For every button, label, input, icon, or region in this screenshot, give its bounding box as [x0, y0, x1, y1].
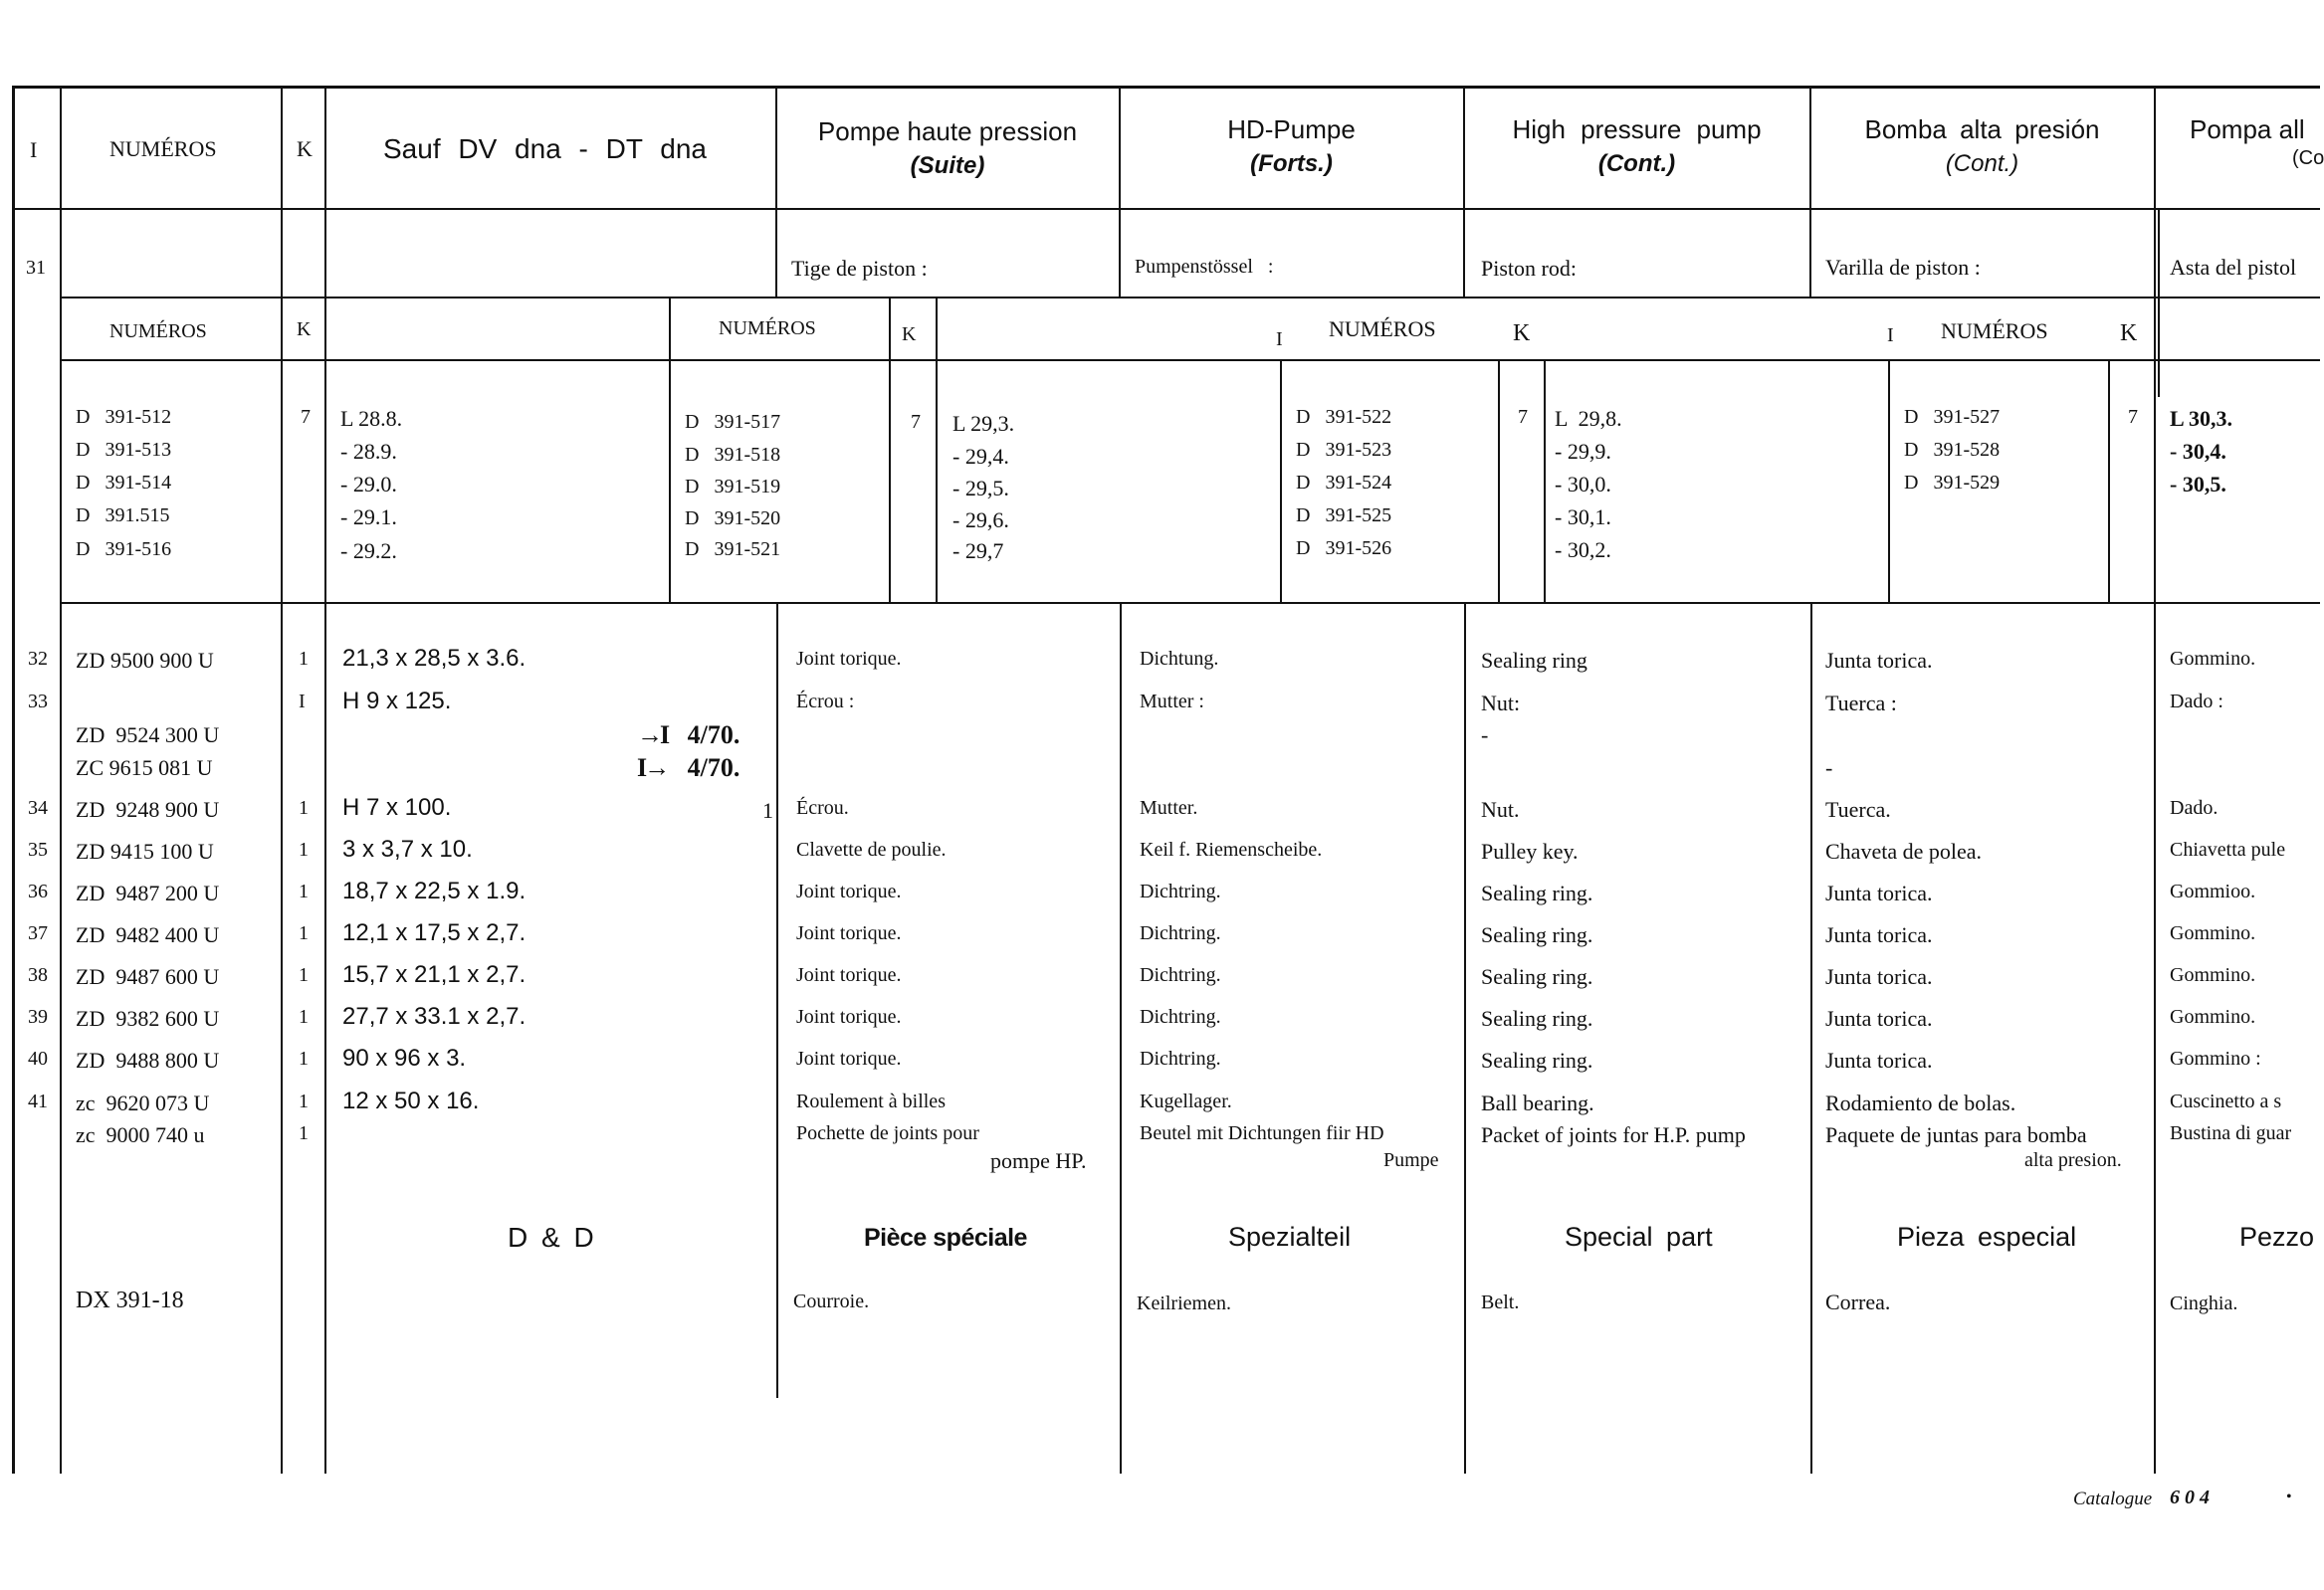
label-de: Keil f. Riemenscheibe.: [1140, 839, 1323, 861]
piston-length: - 29.2.: [340, 538, 397, 563]
part-number: ZD 9248 900 U: [76, 797, 220, 822]
piston-k: 7: [2128, 406, 2138, 428]
label-es: Junta torica.: [1825, 964, 1933, 989]
piston-part-number: D 391-529: [1904, 472, 2001, 494]
piston-part-number: D 391-523: [1296, 439, 1392, 461]
label-fr: Clavette de poulie.: [796, 839, 947, 861]
row31-it: Asta del pistol: [2170, 255, 2297, 280]
label-fr: Joint torique.: [796, 648, 902, 670]
label-fr: Joint torique.: [796, 1006, 902, 1028]
belt-it: Cinghia.: [2170, 1292, 2238, 1314]
row-k: 1: [299, 648, 309, 670]
belt-num: DX 391-18: [76, 1288, 184, 1313]
row-index: 33: [28, 691, 48, 712]
label-en: Nut.: [1481, 797, 1520, 822]
row31-index: 31: [26, 257, 46, 279]
header-numeros: NUMÉROS: [109, 136, 217, 161]
piston-part-number: D 391-518: [685, 444, 781, 466]
subheader-mark-1: I: [1276, 328, 1283, 350]
piston-length: L 28.8.: [340, 406, 403, 431]
header-fr: Pompe haute pression (Suite): [817, 116, 1078, 179]
label-it: Gommino.: [2170, 922, 2256, 944]
piston-k: 7: [911, 411, 921, 433]
footer-number: 6 0 4: [2170, 1487, 2210, 1508]
label-es: Tuerca.: [1825, 797, 1891, 822]
piston-part-number: D 391-516: [76, 538, 172, 560]
special-es: Pieza especial: [1897, 1222, 2077, 1252]
label-es: Junta torica.: [1825, 1006, 1933, 1031]
belt-es: Correa.: [1825, 1290, 1891, 1314]
dimension: 27,7 x 33.1 x 2,7.: [342, 1003, 527, 1030]
dimension: H 9 x 125.: [342, 688, 452, 714]
label-en: Pulley key.: [1481, 839, 1579, 864]
piston-length: L 30,3.: [2170, 406, 2232, 431]
label-de: Dichtung.: [1140, 648, 1219, 670]
label-en: Sealing ring.: [1481, 922, 1593, 947]
label-es: -: [1825, 755, 1833, 780]
part-number: ZD 9500 900 U: [76, 648, 214, 673]
label-de: Dichtring.: [1140, 964, 1221, 986]
row31-fr: Tige de piston :: [791, 256, 928, 281]
part-number: ZC 9615 081 U: [76, 755, 213, 780]
label-es: Tuerca :: [1825, 691, 1897, 715]
label-it: Gommino.: [2170, 1006, 2256, 1028]
row41-cont-de: Pumpe: [1383, 1149, 1439, 1171]
row-k: 1: [299, 922, 309, 944]
label-es: Paquete de juntas para bomba: [1825, 1122, 2087, 1147]
piston-part-number: D 391-520: [685, 507, 781, 529]
piston-part-number: D 391-522: [1296, 406, 1392, 428]
row-k: 1: [299, 1048, 309, 1070]
row-k: I: [299, 691, 306, 712]
row41-cont-es: alta presion.: [2024, 1149, 2122, 1171]
belt-fr: Courroie.: [793, 1291, 870, 1312]
piston-part-number: D 391-525: [1296, 504, 1392, 526]
belt-de: Keilriemen.: [1137, 1292, 1231, 1314]
subheader-numeros-1: NUMÉROS: [109, 320, 207, 342]
part-number: ZD 9524 300 U: [76, 722, 220, 747]
label-fr: Joint torique.: [796, 1048, 902, 1070]
label-en: Sealing ring: [1481, 648, 1587, 673]
part-number: ZD 9488 800 U: [76, 1048, 220, 1073]
label-de: Dichtring.: [1140, 881, 1221, 902]
row-k: 1: [299, 881, 309, 902]
row-k: 1: [299, 839, 309, 861]
label-fr: Écrou.: [796, 797, 849, 819]
dimension: 3 x 3,7 x 10.: [342, 836, 473, 863]
supersession-1: →I 4/70.: [637, 720, 740, 749]
piston-length: - 30,1.: [1555, 504, 1611, 529]
special-de: Spezialteil: [1228, 1222, 1352, 1252]
piston-part-number: D 391-512: [76, 406, 172, 428]
dimension: 15,7 x 21,1 x 2,7.: [342, 961, 527, 988]
dimension: 21,3 x 28,5 x 3.6.: [342, 645, 527, 672]
piston-part-number: D 391-528: [1904, 439, 2001, 461]
label-de: Dichtring.: [1140, 1006, 1221, 1028]
piston-length: L 29,8.: [1555, 406, 1622, 431]
piston-length: - 29,5.: [952, 476, 1009, 500]
piston-length: - 30,4.: [2170, 439, 2226, 464]
label-fr: Écrou :: [796, 691, 855, 712]
footer-catalogue: Catalogue: [2073, 1489, 2153, 1509]
subheader-mark-2: I: [1887, 324, 1894, 346]
row-k: 1: [299, 1006, 309, 1028]
dimension: 12 x 50 x 16.: [342, 1088, 480, 1114]
row41-cont-fr: pompe HP.: [990, 1148, 1087, 1173]
arrow-start-icon: I→: [637, 753, 668, 782]
label-it: Gommino.: [2170, 964, 2256, 986]
row31-en: Piston rod:: [1481, 256, 1577, 281]
piston-part-number: D 391-513: [76, 439, 172, 461]
piston-part-number: D 391-521: [685, 538, 781, 560]
label-en: Sealing ring.: [1481, 964, 1593, 989]
special-fr: Pièce spéciale: [864, 1224, 1027, 1252]
label-en: Nut:: [1481, 691, 1521, 715]
label-de: Dichtring.: [1140, 1048, 1221, 1070]
piston-length: L 29,3.: [952, 411, 1015, 436]
supersession-2: I→ 4/70.: [637, 753, 740, 782]
subheader-numeros-2: NUMÉROS: [719, 317, 816, 339]
label-fr: Roulement à billes: [796, 1091, 946, 1112]
row34-mark: 1: [762, 798, 773, 823]
label-es: Junta torica.: [1825, 1048, 1933, 1073]
piston-part-number: D 391-514: [76, 472, 172, 494]
label-de: Beutel mit Dichtungen fiir HD: [1140, 1122, 1384, 1144]
label-fr: Joint torique.: [796, 922, 902, 944]
piston-length: - 30,5.: [2170, 472, 2226, 497]
row-index: 38: [28, 964, 48, 986]
piston-length: - 30,2.: [1555, 537, 1611, 562]
piston-part-number: D 391-527: [1904, 406, 2001, 428]
header-description: Sauf DV dna - DT dna: [383, 133, 707, 164]
label-de: Dichtring.: [1140, 922, 1221, 944]
label-es: Junta torica.: [1825, 648, 1933, 673]
header-en: High pressure pump (Cont.): [1512, 114, 1762, 177]
label-en: Sealing ring.: [1481, 881, 1593, 905]
special-desc: D & D: [508, 1222, 594, 1253]
label-es: Chaveta de polea.: [1825, 839, 1982, 864]
label-it: Gommino :: [2170, 1048, 2261, 1070]
piston-length: - 30,0.: [1555, 472, 1611, 497]
label-de: Kugellager.: [1140, 1091, 1232, 1112]
label-de: Mutter.: [1140, 797, 1198, 819]
special-it: Pezzo: [2239, 1222, 2315, 1252]
header-index: I: [30, 137, 38, 162]
part-number: ZD 9482 400 U: [76, 922, 220, 947]
piston-part-number: D 391.515: [76, 504, 170, 526]
footer-dot: •: [2286, 1489, 2292, 1505]
piston-length: - 29.1.: [340, 504, 397, 529]
piston-part-number: D 391-517: [685, 411, 781, 433]
row-k: 1: [299, 1122, 309, 1144]
dimension: H 7 x 100.: [342, 794, 452, 821]
label-es: Junta torica.: [1825, 922, 1933, 947]
subheader-k-2: K: [902, 323, 917, 345]
header-es: Bomba alta presión (Cont.): [1864, 114, 2100, 177]
row-index: 35: [28, 839, 48, 861]
label-it: Gommino.: [2170, 648, 2256, 670]
header-k: K: [297, 136, 313, 161]
row31-es: Varilla de piston :: [1825, 255, 1981, 280]
subheader-k-3: K: [1513, 320, 1531, 346]
part-number: zc 9620 073 U: [76, 1091, 210, 1115]
label-en: Sealing ring.: [1481, 1006, 1593, 1031]
subheader-numeros-4: NUMÉROS: [1941, 318, 2048, 343]
piston-length: - 29,7: [952, 538, 1004, 563]
subheader-k-1: K: [297, 318, 312, 340]
row-k: 1: [299, 964, 309, 986]
dimension: 12,1 x 17,5 x 2,7.: [342, 919, 527, 946]
label-it: Chiavetta pule: [2170, 839, 2286, 861]
label-fr: Joint torique.: [796, 881, 902, 902]
label-en: Sealing ring.: [1481, 1048, 1593, 1073]
piston-length: - 28.9.: [340, 439, 397, 464]
arrow-stop-icon: →I: [637, 720, 668, 749]
header-it: Pompa all (Co: [2190, 114, 2324, 169]
label-es: Rodamiento de bolas.: [1825, 1091, 2016, 1115]
part-number: ZD 9487 600 U: [76, 964, 220, 989]
label-it: Dado.: [2170, 797, 2218, 819]
piston-length: - 29,6.: [952, 507, 1009, 532]
piston-length: - 29,4.: [952, 444, 1009, 469]
label-it: Gommioo.: [2170, 881, 2256, 902]
label-fr: Joint torique.: [796, 964, 902, 986]
special-en: Special part: [1565, 1222, 1713, 1252]
belt-en: Belt.: [1481, 1292, 1520, 1313]
row-index: 37: [28, 922, 48, 944]
piston-part-number: D 391-524: [1296, 472, 1392, 494]
label-it: Bustina di guar: [2170, 1122, 2292, 1144]
row31-de: Pumpenstössel :: [1135, 256, 1274, 278]
label-de: Mutter :: [1140, 691, 1204, 712]
piston-k: 7: [1518, 406, 1528, 428]
part-number: ZD 9382 600 U: [76, 1006, 220, 1031]
label-it: Dado :: [2170, 691, 2223, 712]
label-en: Ball bearing.: [1481, 1091, 1594, 1115]
piston-part-number: D 391-526: [1296, 537, 1392, 559]
piston-length: - 29.0.: [340, 472, 397, 497]
label-it: Cuscinetto a s: [2170, 1091, 2282, 1112]
label-fr: Pochette de joints pour: [796, 1122, 979, 1144]
row-index: 40: [28, 1048, 48, 1070]
piston-part-number: D 391-519: [685, 476, 781, 497]
part-number: ZD 9487 200 U: [76, 881, 220, 905]
row-k: 1: [299, 1091, 309, 1112]
row-index: 36: [28, 881, 48, 902]
dimension: 90 x 96 x 3.: [342, 1045, 467, 1072]
label-en: Packet of joints for H.P. pump: [1481, 1122, 1746, 1147]
header-de: HD-Pumpe (Forts.): [1227, 114, 1356, 177]
row-index: 34: [28, 797, 48, 819]
part-number: zc 9000 740 u: [76, 1122, 205, 1147]
piston-length: - 29,9.: [1555, 439, 1611, 464]
subheader-k-4: K: [2120, 320, 2138, 346]
label-es: Junta torica.: [1825, 881, 1933, 905]
dimension: 18,7 x 22,5 x 1.9.: [342, 878, 527, 904]
row-index: 39: [28, 1006, 48, 1028]
piston-k: 7: [301, 406, 311, 428]
subheader-numeros-3: NUMÉROS: [1329, 316, 1436, 341]
row-k: 1: [299, 797, 309, 819]
row-index: 32: [28, 648, 48, 670]
part-number: ZD 9415 100 U: [76, 839, 214, 864]
label-en: -: [1481, 722, 1489, 747]
row-index: 41: [28, 1091, 48, 1112]
